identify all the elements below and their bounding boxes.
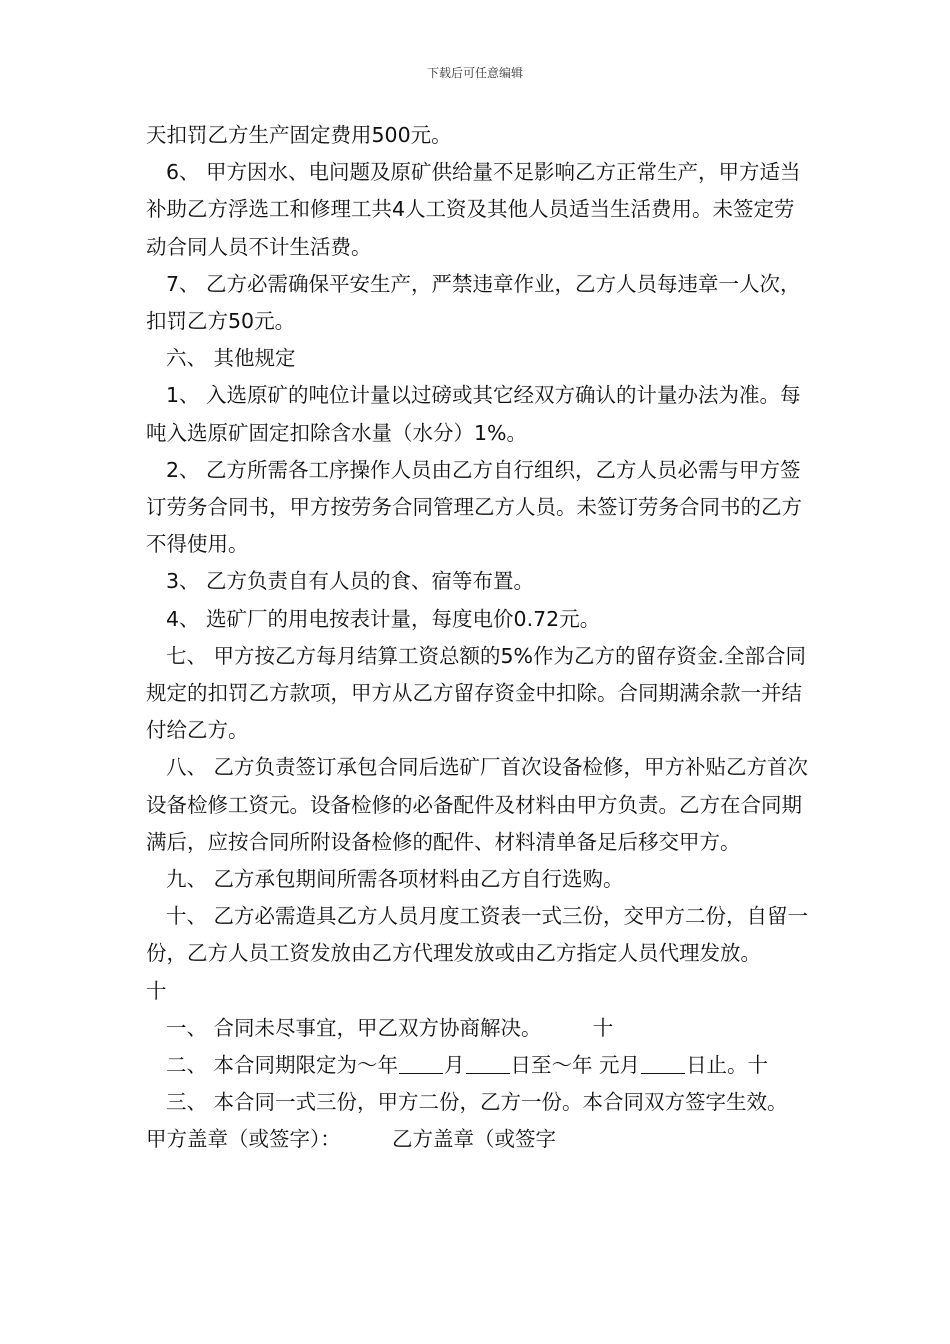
paragraph-rule-4: 4、 选矿厂的用电按表计量，每度电价0.72元。 [166, 606, 601, 631]
section-heading-other-rules: 六、 其他规定 [166, 346, 296, 371]
term-text-end: 日止。十 [686, 1053, 769, 1078]
paragraph-section-13-signatures: 三、 本合同一式三份，甲方二份，乙方一份。本合同双方签字生效。 甲方盖章（或签字）： 乙方盖章（或签字 [146, 1090, 788, 1152]
paragraph-section-8: 八、 乙方负责签订承包合同后选矿厂首次设备检修，甲方补贴乙方首次设备检修工资元。设备检修的必备配件及材料由甲方负责。乙方在合同期满后，应按合同所附设备检修的配件、材料清单备足后移交甲方。 [146, 755, 809, 854]
paragraph-clause-7: 7、 乙方必需确保平安生产，严禁违章作业，乙方人员每违章一人次，扣罚乙方50元。 [146, 271, 801, 334]
contract-body [146, 117, 811, 1159]
paragraph-section-11: 一、 合同未尽事宜，甲乙双方协商解决。 十 [166, 1015, 614, 1040]
paragraph-rule-1: 1、 入选原矿的吨位计量以过磅或其它经双方确认的计量办法为准。每吨入选原矿固定扣除含水量（水分）1%。 [146, 383, 801, 445]
page-header-watermark: 下载后可任意编辑 [426, 66, 523, 80]
term-text-month: 月 [444, 1053, 465, 1078]
paragraph-section-10: 十、 乙方必需造具乙方人员月度工资表一式三份，交甲方二份，自留一份，乙方人员工资发放由乙方代理发放或由乙方指定人员代理发放。 十 [146, 904, 813, 1003]
blank-line-end-day [641, 1053, 685, 1074]
paragraph-section-12-term [146, 1047, 811, 1084]
paragraph-clause-6: 6、 甲方因水、电问题及原矿供给量不足影响乙方正常生产，甲方适当补助乙方浮选工和修理工共4人工资及其他人员适当生活费用。未签定劳动合同人员不计生活费。 [146, 160, 801, 259]
paragraph-rule-3: 3、 乙方负责自有人员的食、宿等布置。 [166, 569, 535, 594]
paragraph-section-7: 七、 甲方按乙方每月结算工资总额的5%作为乙方的留存资金.全部合同规定的扣罚乙方款项，甲方从乙方留存资金中扣除。合同期满余款一并结付给乙方。 [146, 643, 807, 743]
term-text-start: 二、 本合同期限定为～年 [166, 1053, 399, 1078]
blank-line-day [466, 1053, 510, 1074]
blank-line-month [399, 1053, 443, 1074]
term-text-end-year: 日至～年 元月 [510, 1053, 641, 1078]
paragraph-section-9: 九、 乙方承包期间所需各项材料由乙方自行选购。 [166, 867, 624, 892]
paragraph-fixed-cost-penalty: 天扣罚乙方生产固定费用500元。 [146, 123, 452, 147]
paragraph-rule-2: 2、 乙方所需各工序操作人员由乙方自行组织，乙方人员必需与甲方签订劳务合同书，甲方按劳务合同管理乙方人员。未签订劳务合同书的乙方不得使用。 [146, 457, 802, 557]
